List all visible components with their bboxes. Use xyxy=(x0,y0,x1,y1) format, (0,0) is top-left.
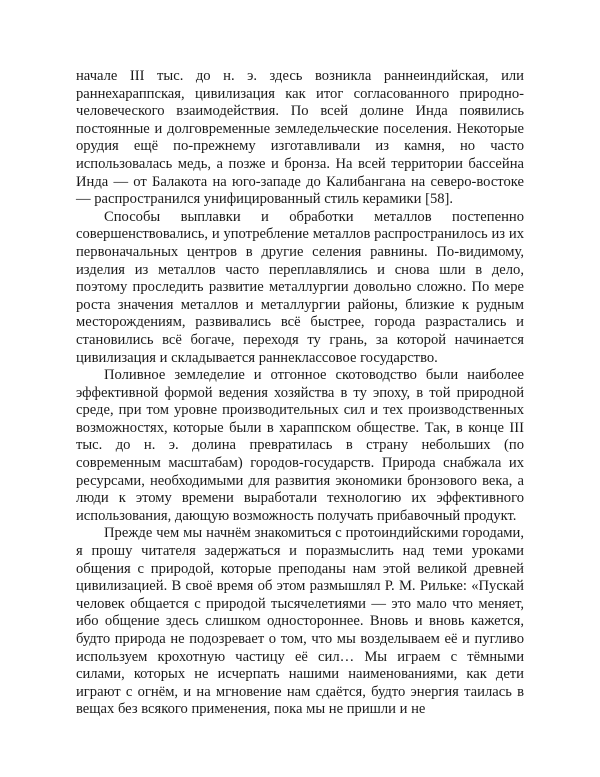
document-page xyxy=(76,68,524,719)
paragraph-3: Поливное земледелие и отгонное скотоводство были наиболее эффективной формой ведения хозяйства в ту эпоху, в той природной среде, при том уровне производительных сил и тех производственных возможностях, которые были в хараппском обществе. Так, в конце III тыс. до н. э. долина превратилась в страну небольших (по современным масштабам) городов-государств. Природа снабжала их ресурсами, необходимыми для развития экономики бронзового века, а люди к этому времени выработали технологию их эффективного использования, дающую возможность получать прибавочный продукт. xyxy=(76,367,524,524)
paragraph-2: Способы выплавки и обработки металлов постепенно совершенствовались, и употребление металлов распространилось из их первоначальных центров в другие селения равнины. По-видимому, изделия из металлов часто переплавлялись и снова шли в дело, поэтому проследить развитие металлургии довольно сложно. По мере роста значения металлов и металлургии районы, близкие к рудным месторождениям, развивались всё быстрее, города разрастались и становились всё богаче, переходя ту грань, за которой начинается цивилизация и складывается раннеклассовое государство. xyxy=(76,208,524,366)
paragraph-4: Прежде чем мы начнём знакомиться с протоиндийскими городами, я прошу читателя задержаться и поразмыслить над теми уроками общения с природой, которые преподаны нам этой великой древней цивилизацией. В своё время об этом размышлял Р. М. Рильке: «Пускай человек общается с природой тысячелетиями — это мало что меняет, ибо общение здесь слишком одностороннее. Вновь и вновь кажется, будто природа не подозревает о том, что мы возделываем её и пугливо используем крохотную частицу её сил… Мы играем с тёмными силами, которых не исчерпать нашими наименованиями, как дети играют с огнём, и на мгновение нам сдаётся, будто энергия таилась в вещах без всякого применения, пока мы не пришли и не xyxy=(76,525,524,718)
paragraph-1: начале III тыс. до н. э. здесь возникла раннеиндийская, или раннехараппская, цивилизация как итог согласованного природно-человеческого взаимодействия. По всей долине Инда появились постоянные и долговременные земледельческие поселения. Некоторые орудия ещё по-прежнему изготавливали из камня, но часто использовалась медь, а позже и бронза. На всей территории бассейна Инда — от Балакота на юго-западе до Калибангана на северо-востоке — распространился унифицированный стиль керамики [58]. xyxy=(76,68,524,208)
